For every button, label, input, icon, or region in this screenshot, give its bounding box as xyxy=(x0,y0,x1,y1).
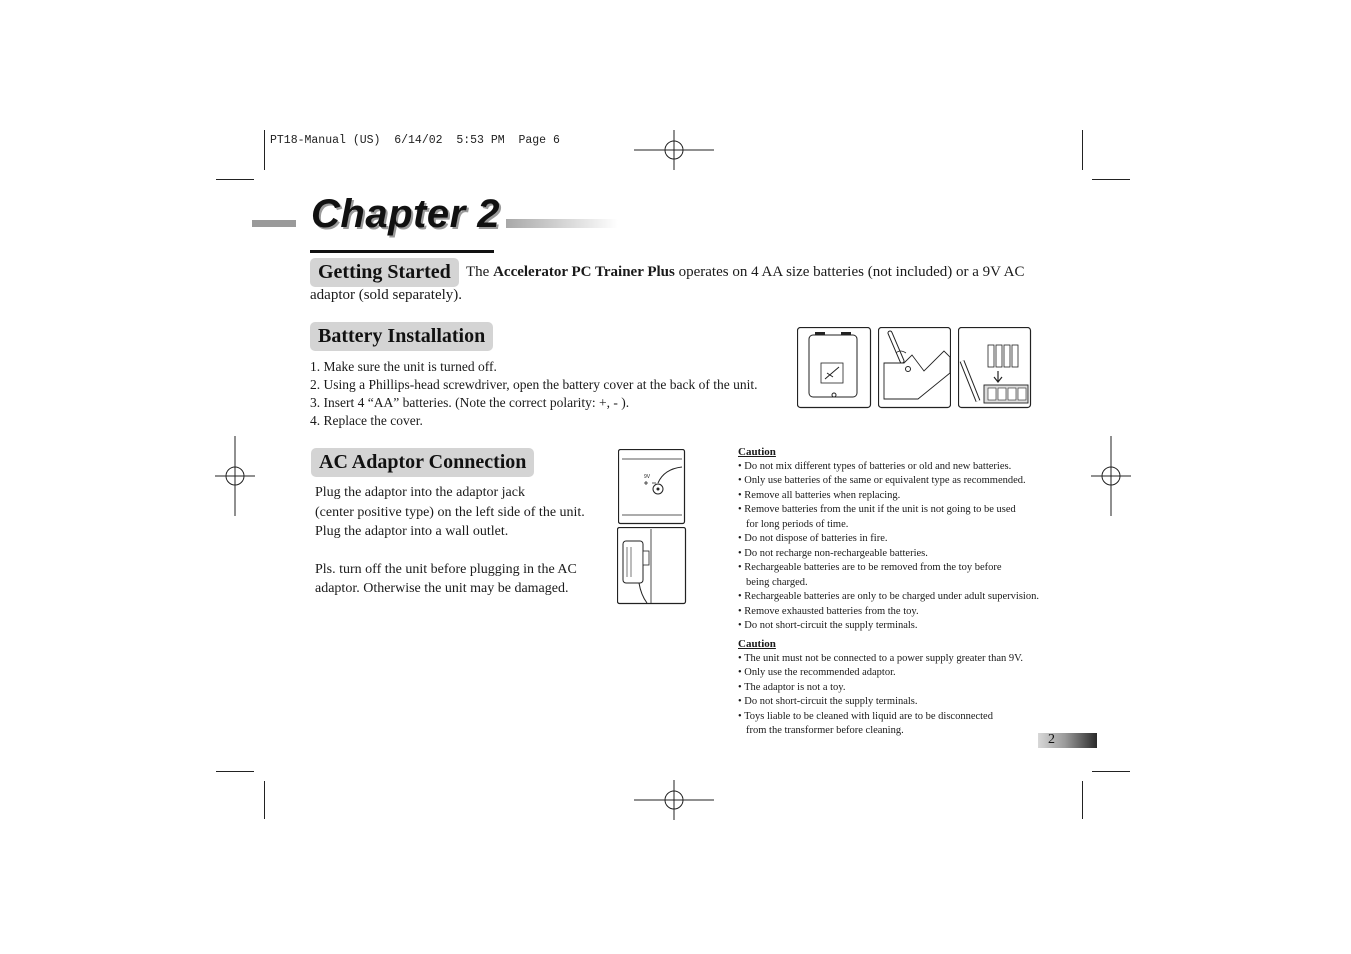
chapter-underline xyxy=(310,250,494,253)
crop-mark xyxy=(264,781,265,819)
caution-item: • Rechargeable batteries are to be removed from the toy before xyxy=(738,562,1002,573)
ac-warning-line: Pls. turn off the unit before plugging in the AC xyxy=(315,561,577,577)
caution-heading: Caution xyxy=(738,446,776,458)
caution-item: • Remove batteries from the unit if the unit is not going to be used xyxy=(738,504,1016,515)
crop-mark xyxy=(1092,179,1130,180)
caution-item: • Only use batteries of the same or equivalent type as recommended. xyxy=(738,475,1026,486)
ac-line: Plug the adaptor into the adaptor jack xyxy=(315,485,525,500)
page-number-tab xyxy=(1038,733,1097,748)
registration-mark-icon xyxy=(634,130,714,170)
caution-item: • Remove exhausted batteries from the toy. xyxy=(738,605,919,617)
battery-step: 1. Make sure the unit is turned off. xyxy=(310,359,497,374)
chapter-title: Chapter 2 xyxy=(311,192,500,236)
caution-item: from the transformer before cleaning. xyxy=(746,725,904,736)
jack-label: 9V xyxy=(644,474,651,480)
caution-item: • Do not recharge non-rechargeable batteries. xyxy=(738,547,928,559)
battery-cover-illustration xyxy=(797,327,872,409)
insert-batteries-illustration xyxy=(958,327,1032,409)
caution-item: • Do not mix different types of batteries or old and new batteries. xyxy=(738,460,1012,472)
intro-paragraph xyxy=(466,264,1025,281)
registration-mark-icon xyxy=(215,436,255,516)
wall-adaptor-illustration xyxy=(617,527,687,605)
crop-mark xyxy=(216,771,254,772)
crop-mark xyxy=(1092,771,1130,772)
caution-item: • Do not short-circuit the supply terminals. xyxy=(738,620,918,631)
crop-mark xyxy=(1082,781,1083,819)
caution-item: • The unit must not be connected to a power supply greater than 9V. xyxy=(738,652,1023,664)
caution-item: • The adaptor is not a toy. xyxy=(738,681,846,693)
battery-installation-heading: Battery Installation xyxy=(310,322,493,351)
caution-batteries xyxy=(738,445,1039,634)
screwdriver-illustration xyxy=(878,327,951,409)
caution-item: • Do not dispose of batteries in fire. xyxy=(738,533,888,544)
ac-warning-line: adaptor. Otherwise the unit may be damaged. xyxy=(315,581,569,596)
adaptor-jack-illustration xyxy=(618,449,686,525)
product-name: Accelerator PC Trainer Plus xyxy=(493,264,675,280)
ac-line: (center positive type) on the left side of the unit. xyxy=(315,504,585,520)
chapter-bar-left xyxy=(252,220,296,227)
ac-line: Plug the adaptor into a wall outlet. xyxy=(315,524,509,539)
registration-mark-icon xyxy=(634,780,714,820)
ac-adaptor-instructions xyxy=(315,483,585,599)
caution-item: for long periods of time. xyxy=(746,518,849,530)
chapter-bar-right xyxy=(506,219,618,228)
caution-item: • Rechargeable batteries are only to be charged under adult supervision. xyxy=(738,591,1039,602)
crop-mark xyxy=(264,130,265,170)
caution-item: being charged. xyxy=(746,576,808,588)
intro-line-2: adaptor (sold separately). xyxy=(310,287,463,303)
page-number: 2 xyxy=(1048,732,1055,747)
getting-started-heading: Getting Started xyxy=(310,258,459,287)
caution-item: • Only use the recommended adaptor. xyxy=(738,667,896,678)
caution-item: • Toys liable to be cleaned with liquid are to be disconnected xyxy=(738,710,993,722)
ac-adaptor-heading: AC Adaptor Connection xyxy=(311,448,534,477)
print-slug: PT18-Manual (US) 6/14/02 5:53 PM Page 6 xyxy=(270,134,560,147)
caution-heading: Caution xyxy=(738,638,776,650)
caution-adaptor xyxy=(738,637,1023,739)
battery-steps xyxy=(310,358,757,430)
crop-mark xyxy=(1082,130,1083,170)
battery-step: 3. Insert 4 “AA” batteries. (Note the correct polarity: +, - ). xyxy=(310,395,630,410)
battery-step: 4. Replace the cover. xyxy=(310,413,423,428)
intro-prefix: The xyxy=(466,264,494,280)
crop-mark xyxy=(216,179,254,180)
caution-item: • Remove all batteries when replacing. xyxy=(738,489,901,501)
intro-suffix: operates on 4 AA size batteries (not included) or a 9V AC xyxy=(674,264,1025,280)
registration-mark-icon xyxy=(1091,436,1131,516)
battery-step: 2. Using a Phillips-head screwdriver, open the battery cover at the back of the unit. xyxy=(310,377,758,392)
caution-item: • Do not short-circuit the supply terminals. xyxy=(738,696,918,707)
